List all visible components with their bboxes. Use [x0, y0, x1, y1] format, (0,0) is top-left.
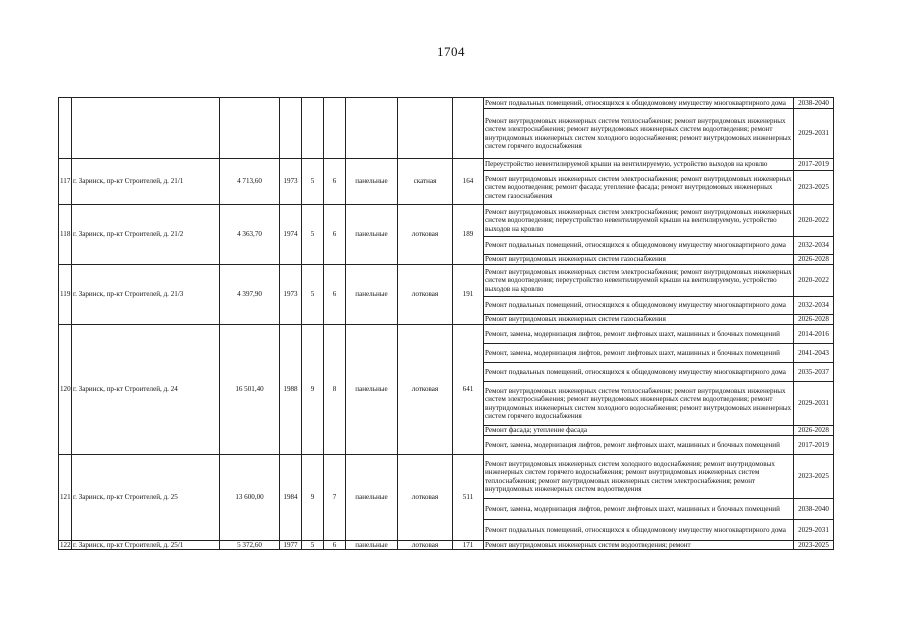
house-wall-material: панельные	[346, 205, 398, 265]
house-year	[280, 98, 302, 159]
house-address: г. Заринск, пр-кт Строителей, д. 21/3	[72, 265, 220, 325]
repair-period: 2023-2025	[794, 541, 834, 550]
house-entrances: 8	[324, 325, 346, 455]
house-entrances: 6	[324, 159, 346, 205]
repair-period: 2026-2028	[794, 255, 834, 265]
page-number: 1704	[437, 44, 465, 59]
repair-period: 2023-2025	[794, 455, 834, 499]
repair-period: 2041-2043	[794, 344, 834, 363]
house-floors	[302, 98, 324, 159]
repair-period: 2038-2040	[794, 499, 834, 520]
house-number: 119	[59, 265, 72, 325]
house-year: 1988	[280, 325, 302, 455]
house-roof-type: лотковая	[398, 325, 453, 455]
repair-work-description: Ремонт подвальных помещений, относящихся к общедомовому имуществу многоквартирного дома	[484, 237, 794, 255]
house-wall-material: панельные	[346, 455, 398, 541]
repair-work-description: Ремонт внутридомовых инженерных систем теплоснабжения; ремонт внутридомовых инженерных систем электроснабжения; ремонт внутридомовых инженерных систем водоотведения; ремонт внутридомовых инженерных систем холодного водоснабжения; ремонт внутридомовых инженерных систем горячего водоснабжения	[484, 109, 794, 159]
repair-period: 2017-2019	[794, 159, 834, 171]
house-area: 4 397,90	[220, 265, 280, 325]
repair-work-description: Ремонт фасада; утепление фасада	[484, 426, 794, 436]
repair-period: 2023-2025	[794, 171, 834, 205]
house-entrances	[324, 98, 346, 159]
repair-period: 2029-2031	[794, 382, 834, 426]
house-roof-type: лотковая	[398, 455, 453, 541]
repair-work-description: Ремонт внутридомовых инженерных систем газоснабжения	[484, 315, 794, 325]
repair-period: 2032-2034	[794, 297, 834, 315]
house-address	[72, 98, 220, 159]
house-area: 16 501,40	[220, 325, 280, 455]
house-area: 4 363,70	[220, 205, 280, 265]
house-number: 122	[60, 541, 71, 549]
house-year: 1984	[280, 455, 302, 541]
repair-work-description: Ремонт, замена, модернизация лифтов, ремонт лифтовых шахт, машинных и блочных помещений	[484, 499, 794, 520]
table-row	[59, 541, 834, 550]
repair-period: 2017-2019	[794, 436, 834, 455]
house-wall-material: панельные	[346, 265, 398, 325]
repair-work-description: Ремонт, замена, модернизация лифтов, ремонт лифтовых шахт, машинных и блочных помещений	[484, 344, 794, 363]
house-area: 4 713,60	[220, 159, 280, 205]
house-area: 13 600,00	[220, 455, 280, 541]
repair-work-description: Ремонт, замена, модернизация лифтов, ремонт лифтовых шахт, машинных и блочных помещений	[484, 436, 794, 455]
repair-work-description: Ремонт внутридомовых инженерных систем холодного водоснабжения; ремонт внутридомовых инженерных систем горячего водоснабжения; ремонт внутридомовых инженерных систем теплоснабжения; ремонт внутридомовых инженерных систем электроснабжения; ремонт внутридомовых инженерных систем водоотведения	[484, 455, 794, 499]
house-address: г. Заринск, пр-кт Строителей, д. 21/1	[72, 159, 220, 205]
house-number: 117	[59, 159, 72, 205]
repair-work-description: Ремонт подвальных помещений, относящихся к общедомовому имуществу многоквартирного дома	[484, 520, 794, 541]
house-area: 5 372,60	[220, 541, 280, 550]
repair-period: 2029-2031	[794, 109, 834, 159]
house-address: г. Заринск, пр-кт Строителей, д. 25/1	[72, 541, 220, 550]
repair-work-description: Ремонт подвальных помещений, относящихся к общедомовому имуществу многоквартирного дома	[484, 297, 794, 315]
repair-work-description: Ремонт внутридомовых инженерных систем водоотведения; ремонт	[484, 541, 794, 550]
house-year: 1977	[280, 541, 302, 550]
house-roof-type: скатная	[398, 159, 453, 205]
house-wall-material: панельные	[346, 159, 398, 205]
house-number: 121	[59, 455, 72, 541]
table-row	[59, 98, 834, 109]
housing-repair-table	[58, 97, 834, 550]
repair-work-description: Переустройство невентилируемой крыши на вентилируемую, устройство выходов на кровлю	[484, 159, 794, 171]
house-roof-type: лотковая	[398, 205, 453, 265]
repair-period: 2020-2022	[794, 205, 834, 237]
repair-work-description: Ремонт подвальных помещений, относящихся к общедомовому имуществу многоквартирного дома	[484, 363, 794, 382]
house-address: г. Заринск, пр-кт Строителей, д. 21/2	[72, 205, 220, 265]
house-floors: 9	[302, 325, 324, 455]
house-apartments: 189	[453, 205, 484, 265]
house-number	[59, 98, 72, 159]
house-number: 120	[59, 325, 72, 455]
house-roof-type: лотковая	[398, 541, 453, 550]
house-apartments: 171	[453, 541, 484, 550]
house-wall-material: панельные	[346, 325, 398, 455]
repair-work-description: Ремонт внутридомовых инженерных систем газоснабжения	[484, 255, 794, 265]
house-entrances: 6	[324, 205, 346, 265]
repair-work-description: Ремонт внутридомовых инженерных систем теплоснабжения; ремонт внутридомовых инженерных систем электроснабжения; ремонт внутридомовых инженерных систем водоотведения; ремонт внутридомовых инженерных систем холодного водоснабжения; ремонт внутридомовых инженерных систем горячего водоснабжения	[484, 382, 794, 426]
repair-work-description: Ремонт внутридомовых инженерных систем электроснабжения; ремонт внутридомовых инженерных систем водоотведения; переустройство невентилируемой крыши на вентилируемую, устройство выходов на кровлю	[484, 265, 794, 297]
repair-period: 2035-2037	[794, 363, 834, 382]
repair-work-description: Ремонт внутридомовых инженерных систем электроснабжения; ремонт внутридомовых инженерных систем водоотведения; переустройство невентилируемой крыши на вентилируемую, устройство выходов на кровлю	[484, 205, 794, 237]
house-floors: 9	[302, 455, 324, 541]
house-floors: 5	[302, 265, 324, 325]
table-body	[59, 98, 834, 550]
house-floors: 5	[302, 541, 324, 550]
house-wall-material: панельные	[346, 541, 398, 550]
house-apartments	[453, 98, 484, 159]
house-area	[220, 98, 280, 159]
repair-period: 2014-2016	[794, 325, 834, 344]
house-apartments: 191	[453, 265, 484, 325]
house-entrances: 6	[324, 541, 346, 550]
repair-period: 2038-2040	[794, 98, 834, 109]
table-row	[59, 265, 834, 297]
house-roof-type	[398, 98, 453, 159]
house-apartments: 164	[453, 159, 484, 205]
repair-period: 2026-2028	[794, 315, 834, 325]
table-row	[59, 455, 834, 499]
house-number: 118	[59, 205, 72, 265]
house-address: г. Заринск, пр-кт Строителей, д. 25	[72, 455, 220, 541]
house-apartments: 641	[453, 325, 484, 455]
house-year: 1973	[280, 159, 302, 205]
repair-work-description: Ремонт внутридомовых инженерных систем электроснабжения; ремонт внутридомовых инженерных систем водоотведения; ремонт фасада; утепление фасада; ремонт внутридомовых инженерных систем газоснабжения	[484, 171, 794, 205]
table-row	[59, 159, 834, 171]
table-row	[59, 205, 834, 237]
repair-period: 2026-2028	[794, 426, 834, 436]
house-entrances: 7	[324, 455, 346, 541]
repair-period: 2020-2022	[794, 265, 834, 297]
repair-period: 2029-2031	[794, 520, 834, 541]
house-year: 1973	[280, 265, 302, 325]
repair-period: 2032-2034	[794, 237, 834, 255]
house-apartments: 511	[453, 455, 484, 541]
house-floors: 5	[302, 159, 324, 205]
house-wall-material	[346, 98, 398, 159]
house-floors: 5	[302, 205, 324, 265]
house-year: 1974	[280, 205, 302, 265]
house-entrances: 6	[324, 265, 346, 325]
repair-work-description: Ремонт, замена, модернизация лифтов, ремонт лифтовых шахт, машинных и блочных помещений	[484, 325, 794, 344]
house-roof-type: лотковая	[398, 265, 453, 325]
house-address: г. Заринск, пр-кт Строителей, д. 24	[72, 325, 220, 455]
table-row	[59, 325, 834, 344]
repair-work-description: Ремонт подвальных помещений, относящихся к общедомовому имуществу многоквартирного дома	[484, 98, 794, 109]
